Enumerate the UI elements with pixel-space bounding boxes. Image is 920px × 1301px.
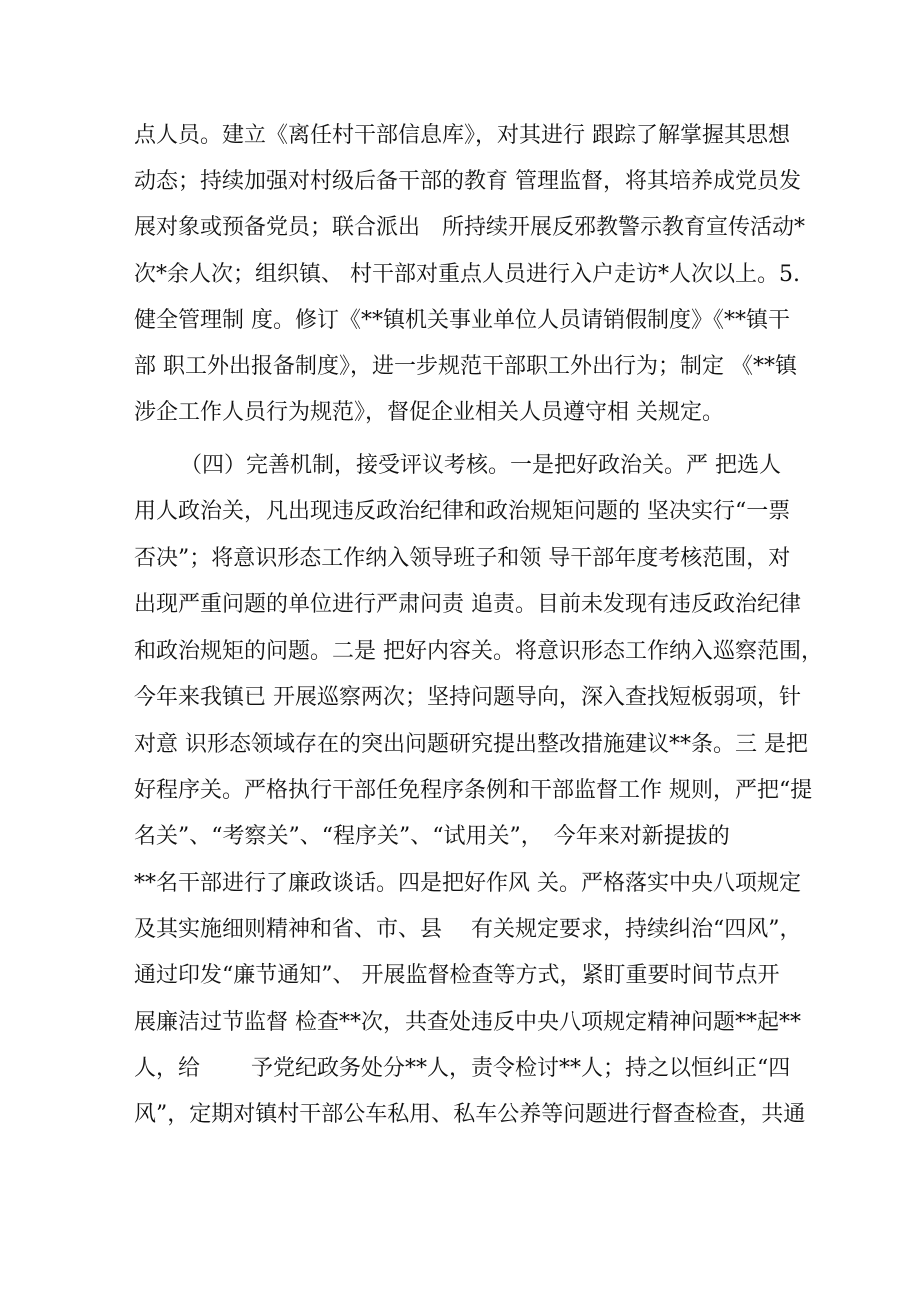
text-line: 展对象或预备党员；联合派出 所持续开展反邪教警示教育宣传活动* — [134, 215, 806, 240]
text-line: 对意 识形态领域存在的突出问题研究提出整改措施建议**条。三 是把 — [134, 732, 808, 757]
text-line: 及其实施细则精神和省、市、县 有关规定要求，持续纠治“四风”， — [134, 917, 802, 942]
text-line: 风”，定期对镇村干部公车私用、私车公养等问题进行督查检查，共通 — [134, 1102, 806, 1127]
text-line: 出现严重问题的单位进行严肃问责 追责。目前未发现有违反政治纪律 — [134, 592, 801, 617]
text-line: 健全管理制 度。修订《**镇机关事业单位人员请销假制度》《**镇干 — [134, 308, 790, 333]
text-line: 名关”、“考察关”、“程序关”、“试用关”， 今年来对新提拔的 — [134, 824, 730, 849]
text-line: 今年来我镇已 开展巡察两次；坚持问题导向，深入查找短板弱项，针 — [134, 685, 801, 710]
text-line: 和政治规矩的问题。二是 把好内容关。将意识形态工作纳入巡察范围， — [134, 639, 823, 664]
text-line: 动态；持续加强对村级后备干部的教育 管理监督，将其培养成党员发 — [134, 169, 801, 194]
section-heading-line: （四）完善机制，接受评议考核。一是把好政治关。严 把选人 — [180, 453, 781, 478]
text-line: 涉企工作人员行为规范》，督促企业相关人员遵守相 关规定。 — [134, 400, 724, 425]
text-line: 通过印发“廉节通知”、 开展监督检查等方式，紧盯重要时间节点开 — [134, 963, 780, 988]
text-line: 人，给 予党纪政务处分**人，责令检讨**人；持之以恒纠正“四 — [134, 1056, 791, 1081]
text-line: 次*余人次；组织镇、 村干部对重点人员进行入户走访*人次以上。5. — [134, 262, 800, 287]
text-line: 否决”；将意识形态工作纳入领导班子和领 导干部年度考核范围，对 — [134, 546, 791, 571]
text-line: 展廉洁过节监督 检查**次，共查处违反中央八项规定精神问题**起** — [134, 1010, 801, 1035]
text-line: 点人员。建立《离任村干部信息库》，对其进行 跟踪了解掌握其思想 — [134, 123, 790, 148]
text-line: 好程序关。严格执行干部任免程序条例和干部监督工作 规则，严把“提 — [134, 778, 813, 803]
text-line: **名干部进行了廉政谈话。四是把好作风 关。严格落实中央八项规定 — [134, 871, 801, 896]
text-line: 用人政治关，凡出现违反政治纪律和政治规矩问题的 坚决实行“一票 — [134, 499, 791, 524]
text-line: 部 职工外出报备制度》，进一步规范干部职工外出行为；制定 《**镇 — [134, 354, 797, 379]
